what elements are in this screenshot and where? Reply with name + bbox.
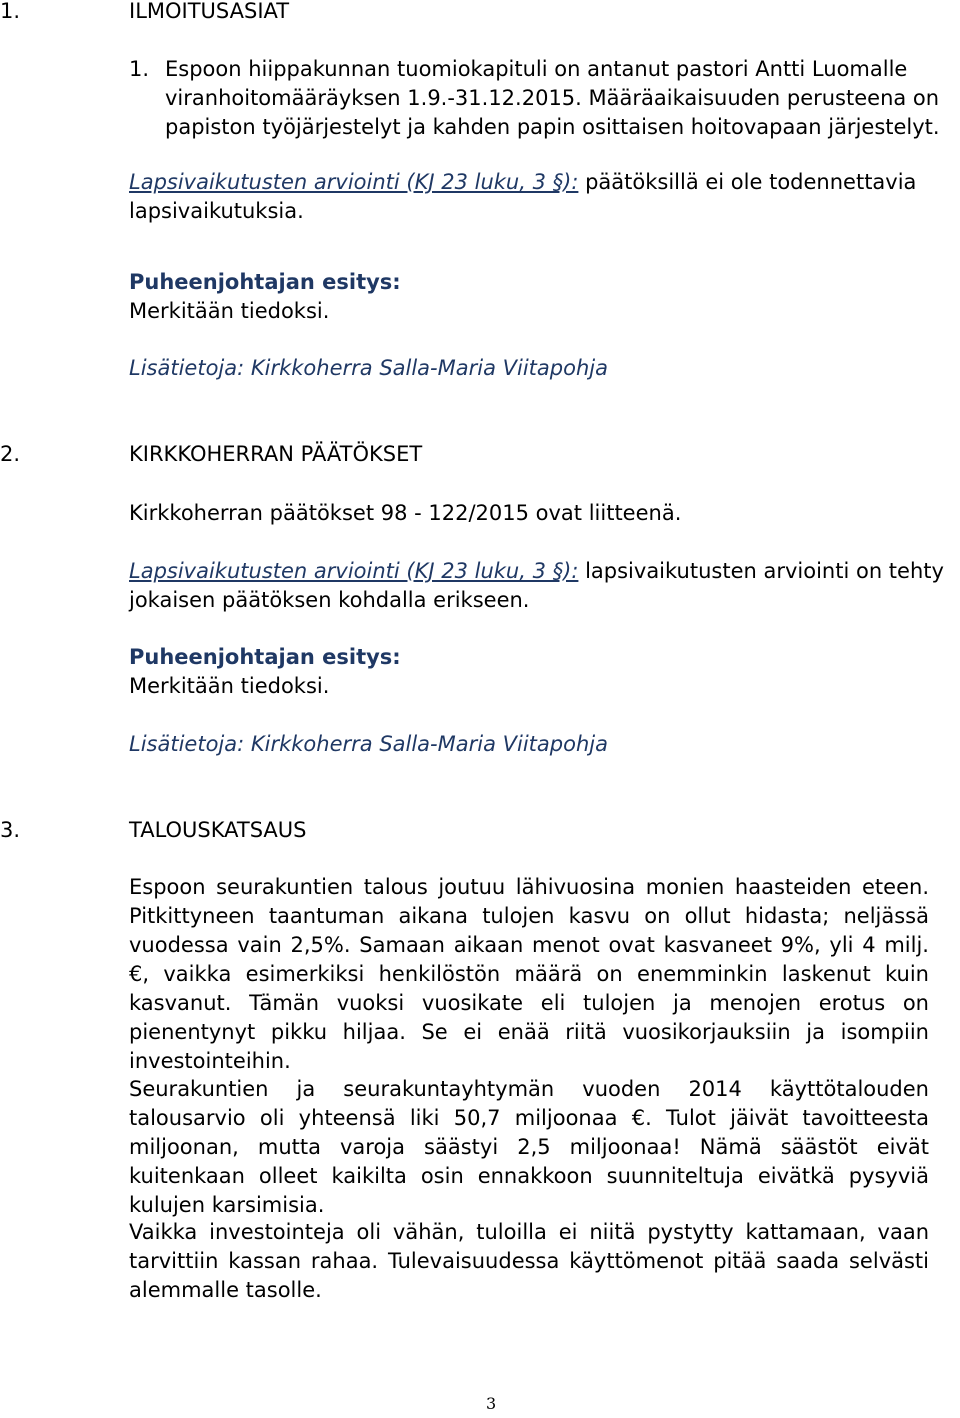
impact-assessment-1: [129, 168, 916, 197]
impact-text: päätöksillä ei ole todennettavia: [578, 170, 917, 194]
impact-label: Lapsivaikutusten arviointi (KJ 23 luku, 3 §):: [129, 559, 579, 583]
info-line-2: Lisätietoja: Kirkkoherra Salla-Maria Viitapohja: [129, 732, 608, 756]
section-1-number: 1.: [0, 0, 21, 23]
impact-label: Lapsivaikutusten arviointi (KJ 23 luku, 3 §):: [129, 170, 579, 194]
section-3-heading: TALOUSKATSAUS: [129, 818, 307, 842]
item-1-line-2: viranhoitomääräyksen 1.9.-31.12.2015. Määräaikaisuuden perusteena on: [165, 86, 940, 110]
section-2-heading: KIRKKOHERRAN PÄÄTÖKSET: [129, 442, 423, 466]
proposal-label-1: Puheenjohtajan esitys:: [129, 270, 401, 294]
finance-paragraph-3: Vaikka investointeja oli vähän, tuloilla ei niitä pystytty kattamaan, vaan tarvittiin kassan rahaa. Tulevaisuudessa käyttömenot pitää saada selvästi alemmalle tasolle.: [129, 1220, 929, 1302]
item-1-number: 1.: [129, 57, 150, 81]
impact-text-line-2: jokaisen päätöksen kohdalla erikseen.: [129, 588, 530, 612]
proposal-label-2: Puheenjohtajan esitys:: [129, 645, 401, 669]
section-2-number: 2.: [0, 442, 21, 466]
proposal-text-1: Merkitään tiedoksi.: [129, 299, 330, 323]
item-1-line-3: papiston työjärjestelyt ja kahden papin osittaisen hoitovapaan järjestelyt.: [165, 115, 940, 139]
finance-paragraph-2: Seurakuntien ja seurakuntayhtymän vuoden 2014 käyttötalouden talousarvio oli yhteensä liki 50,7 miljoonaa €. Tulot jäivät tavoitteesta miljoonan, mutta varoja säästyi 2,5 miljoonaa! Nämä säästöt eivät kuitenkaan olleet kaikilta osin ennakkoon suunniteltuja eivätkä pysyviä kulujen karsimisia.: [129, 1077, 929, 1217]
section-3-number: 3.: [0, 818, 21, 842]
section-1-heading: ILMOITUSASIAT: [129, 0, 290, 23]
impact-text-line-2: lapsivaikutuksia.: [129, 199, 304, 223]
item-1-line-1: Espoon hiippakunnan tuomiokapituli on antanut pastori Antti Luomalle: [165, 57, 908, 81]
proposal-text-2: Merkitään tiedoksi.: [129, 674, 330, 698]
decisions-text: Kirkkoherran päätökset 98 - 122/2015 ovat liitteenä.: [129, 501, 682, 525]
impact-text: lapsivaikutusten arviointi on tehty: [578, 559, 944, 583]
finance-paragraph-1: Espoon seurakuntien talous joutuu lähivuosina monien haasteiden eteen. Pitkittyneen taantuman aikana tulojen kasvu on ollut hidasta; neljässä vuodessa vain 2,5%. Samaan aikaan menot ovat kasvaneet 9%, yli 4 milj. €, vaikka esimerkiksi henkilöstön määrä on enemminkin laskenut kuin kasvanut. Tämän vuoksi vuosikate eli tulojen ja menojen erotus on pienentynyt pikku hiljaa. Se ei enää riitä vuosikorjauksiin ja isompiin investointeihin.: [129, 875, 929, 1073]
info-line-1: Lisätietoja: Kirkkoherra Salla-Maria Viitapohja: [129, 356, 608, 380]
page-number: 3: [486, 1394, 497, 1413]
impact-assessment-2: [129, 557, 944, 586]
